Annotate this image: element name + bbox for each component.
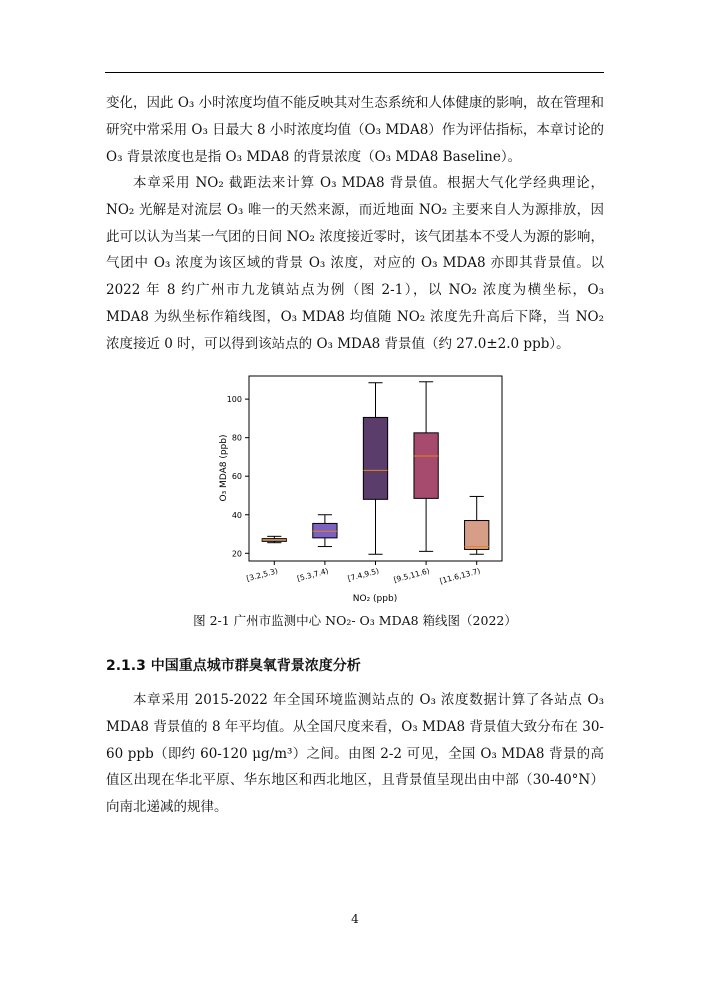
y-axis — [227, 395, 249, 558]
x-axis — [245, 561, 481, 586]
section-heading: 2.1.3 中国重点城市群臭氧背景浓度分析 — [106, 658, 361, 674]
y-tick-label: 80 — [231, 433, 242, 443]
y-axis-label: O₃ MDA8 (ppb) — [219, 434, 229, 502]
y-tick-label: 100 — [226, 395, 242, 405]
header-rule — [105, 72, 604, 73]
y-tick-label: 40 — [231, 510, 242, 520]
figure-caption: 图 2-1 广州市监测中心 NO₂- O₃ MDA8 箱线图（2022） — [193, 613, 517, 628]
y-tick-label: 60 — [231, 472, 242, 482]
x-tick-label: [7.4,9.5) — [346, 566, 381, 584]
x-tick-label: [11.6,13.7) — [438, 566, 482, 586]
iqr-box — [465, 521, 489, 550]
page-number: 4 — [351, 912, 359, 926]
iqr-box — [414, 433, 438, 499]
paragraph-3: 本章采用 2015-2022 年全国环境监测站点的 O₃ 浓度数据计算了各站点 O₃ MDA8 背景值的 8 年平均值。从全国尺度来看，O₃ MDA8 背景值大致分布在 30-60 ppb（即约 60-120 μg/m³）之间。由图 2-2 可见，全国 O₃ MDA8 背景的高值区出现在华北平原、华东地区和西北地区，且背景值呈现出由中部（30-40°N）向南北递减的规律。 — [106, 692, 604, 816]
y-tick-label: 20 — [231, 549, 242, 559]
x-axis-label: NO₂ (ppb) — [352, 594, 398, 604]
paragraph-2: 本章采用 NO₂ 截距法来计算 O₃ MDA8 背景值。根据大气化学经典理论，NO₂ 光解是对流层 O₃ 唯一的天然来源，而近地面 NO₂ 主要来自人为源排放，因此可以认为当某一气团的日间 NO₂ 浓度接近零时，该气团基本不受人为源的影响，气团中 O₃ 浓度为该区域的背景 O₃ 浓度，对应的 O₃ MDA8 亦即其背景值。以 2022 年 8 约广州市九龙镇站点为例（图 2-1），以 NO₂ 浓度为横坐标，O₃ MDA8 为纵坐标作箱线图，O₃ MDA8 均值随 NO₂ 浓度先升高后下降，当 NO₂ 浓度接近 0 时，可以得到该站点的 O₃ MDA8 背景值（约 27.0±2.0 ppb）。 — [106, 175, 604, 352]
x-tick-label: [5.3,7.4) — [296, 566, 330, 584]
paragraph-1: 变化，因此 O₃ 小时浓度均值不能反映其对生态系统和人体健康的影响，故在管理和研究中常采用 O₃ 日最大 8 小时浓度均值（O₃ MDA8）作为评估指标，本章讨论的 O₃ 背景浓度也是指 O₃ MDA8 的背景浓度（O₃ MDA8 Baseline）。 — [106, 95, 604, 165]
x-tick-label: [3.2,5.3) — [245, 566, 279, 584]
x-tick-label: [9.5,11.6) — [392, 566, 431, 585]
iqr-box — [363, 417, 387, 499]
boxplot-chart — [200, 368, 510, 608]
